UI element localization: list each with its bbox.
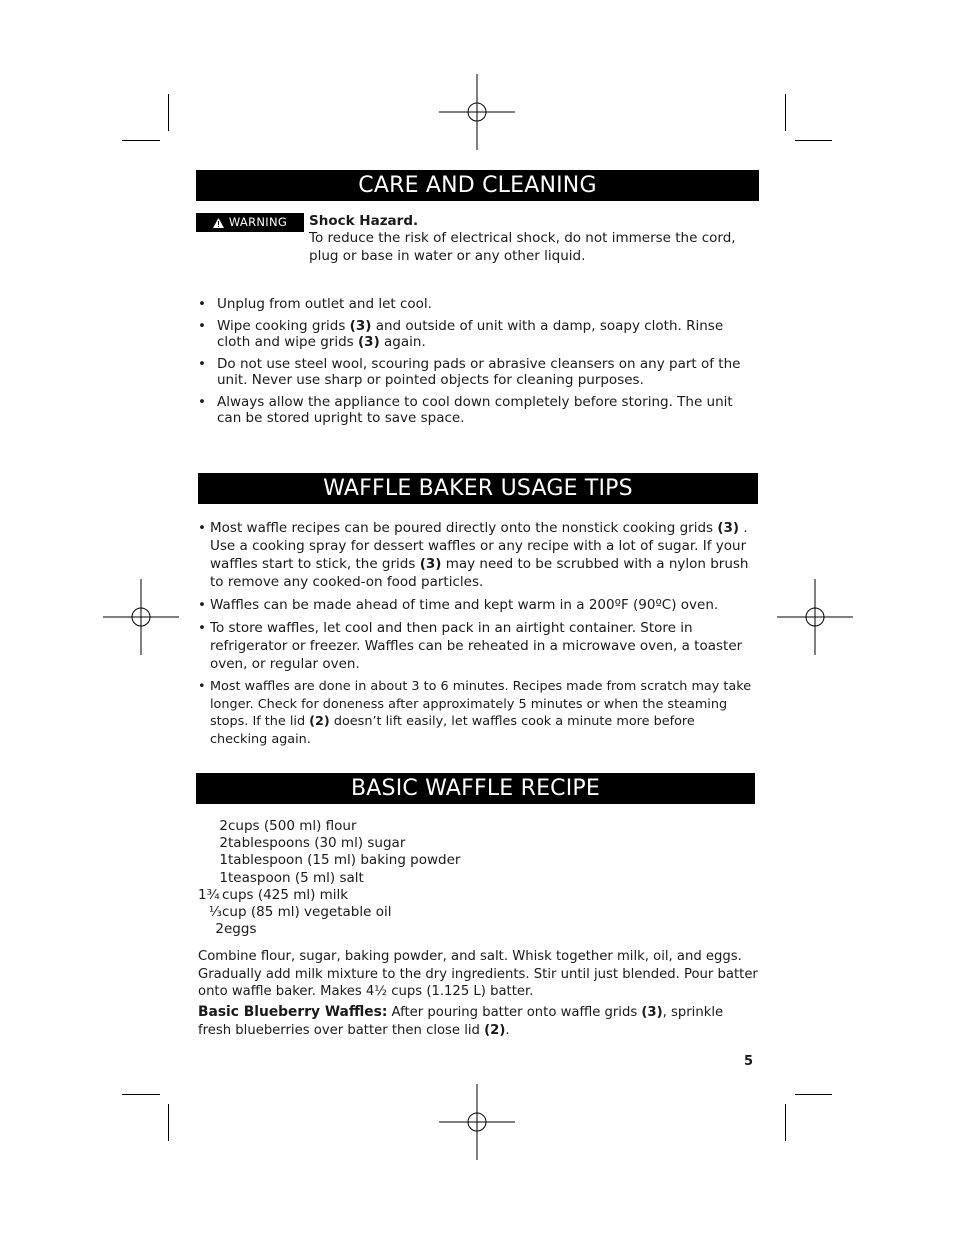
- list-item: • Do not use steel wool, scouring pads or abrasive cleansers on any part of the unit. Never use sharp or pointed objects for cleaning purposes.: [198, 356, 758, 389]
- section-title-tips: WAFFLE BAKER USAGE TIPS: [198, 473, 758, 504]
- page-number: 5: [744, 1054, 754, 1069]
- list-item: • Always allow the appliance to cool down completely before storing. The unit can be stored upright to save space.: [198, 394, 758, 427]
- crop-mark: [795, 1094, 832, 1095]
- registration-mark-icon: [439, 74, 515, 150]
- ingredient-row: 2 tablespoons (30 ml) sugar: [219, 835, 406, 852]
- warning-triangle-icon: [213, 218, 224, 228]
- list-item: • Most waffle recipes can be poured directly onto the nonstick cooking grids (3) . Use a cooking spray for dessert waffles or any recipe with a lot of sugar. If your waffles start to stick, the grids (3) may need to be scrubbed with a nylon brush to remove any cooked-on food particles.: [198, 519, 756, 591]
- crop-mark: [122, 140, 160, 141]
- crop-mark: [795, 140, 832, 141]
- crop-mark: [785, 94, 786, 131]
- recipe-instructions: Combine flour, sugar, baking powder, and salt. Whisk together milk, oil, and eggs. Gradually add milk mixture to the dry ingredients. Stir until just blended. Pour batter onto waffle baker. Makes 4½ cups (1.125 L) batter.: [198, 949, 758, 999]
- ingredient-row: 1¾ cups (425 ml) milk: [198, 886, 349, 903]
- tips-list: [198, 519, 756, 753]
- list-item: • Most waffles are done in about 3 to 6 minutes. Recipes made from scratch may take longer. Check for doneness after approximately 5 minutes or when the steaming stops. If the lid (2) doesn’t lift easily, let waffles cook a minute more before checking again.: [198, 678, 756, 748]
- ingredient-list: [198, 818, 460, 938]
- crop-mark: [168, 1104, 169, 1141]
- list-item: • Waffles can be made ahead of time and kept warm in a 200ºF (90ºC) oven.: [198, 596, 756, 614]
- warning-title: Shock Hazard.: [309, 213, 419, 229]
- ingredient-row: 2 cups (500 ml) flour: [219, 818, 357, 834]
- warning-text: To reduce the risk of electrical shock, do not immerse the cord, plug or base in water or any other liquid.: [309, 230, 736, 264]
- ingredient-row: 1 tablespoon (15 ml) baking powder: [219, 852, 461, 869]
- registration-mark-icon: [103, 579, 179, 655]
- section-title-care: CARE AND CLEANING: [196, 170, 759, 201]
- care-list: [198, 296, 758, 432]
- blueberry-variation: Basic Blueberry Waffles: After pouring batter onto waffle grids (3), sprinkle fresh blueberries over batter then close lid (2).: [198, 1004, 724, 1038]
- section-title-recipe: BASIC WAFFLE RECIPE: [196, 773, 755, 804]
- registration-mark-icon: [439, 1084, 515, 1160]
- crop-mark: [168, 94, 169, 131]
- ingredient-row: 2 eggs: [215, 921, 257, 938]
- list-item: • Unplug from outlet and let cool.: [198, 296, 758, 313]
- list-item: • Wipe cooking grids (3) and outside of unit with a damp, soapy cloth. Rinse cloth and wipe grids (3) again.: [198, 318, 758, 351]
- ingredient-row: ⅓ cup (85 ml) vegetable oil: [208, 904, 392, 921]
- ingredient-row: 1 teaspoon (5 ml) salt: [219, 869, 364, 886]
- crop-mark: [122, 1094, 160, 1095]
- registration-mark-icon: [777, 579, 853, 655]
- warning-badge: [196, 213, 304, 232]
- warning-badge-label: WARNING: [228, 215, 288, 229]
- list-item: • To store waffles, let cool and then pack in an airtight container. Store in refrigerator or freezer. Waffles can be reheated in a microwave oven, a toaster oven, or regular oven.: [198, 619, 756, 673]
- crop-mark: [785, 1104, 786, 1141]
